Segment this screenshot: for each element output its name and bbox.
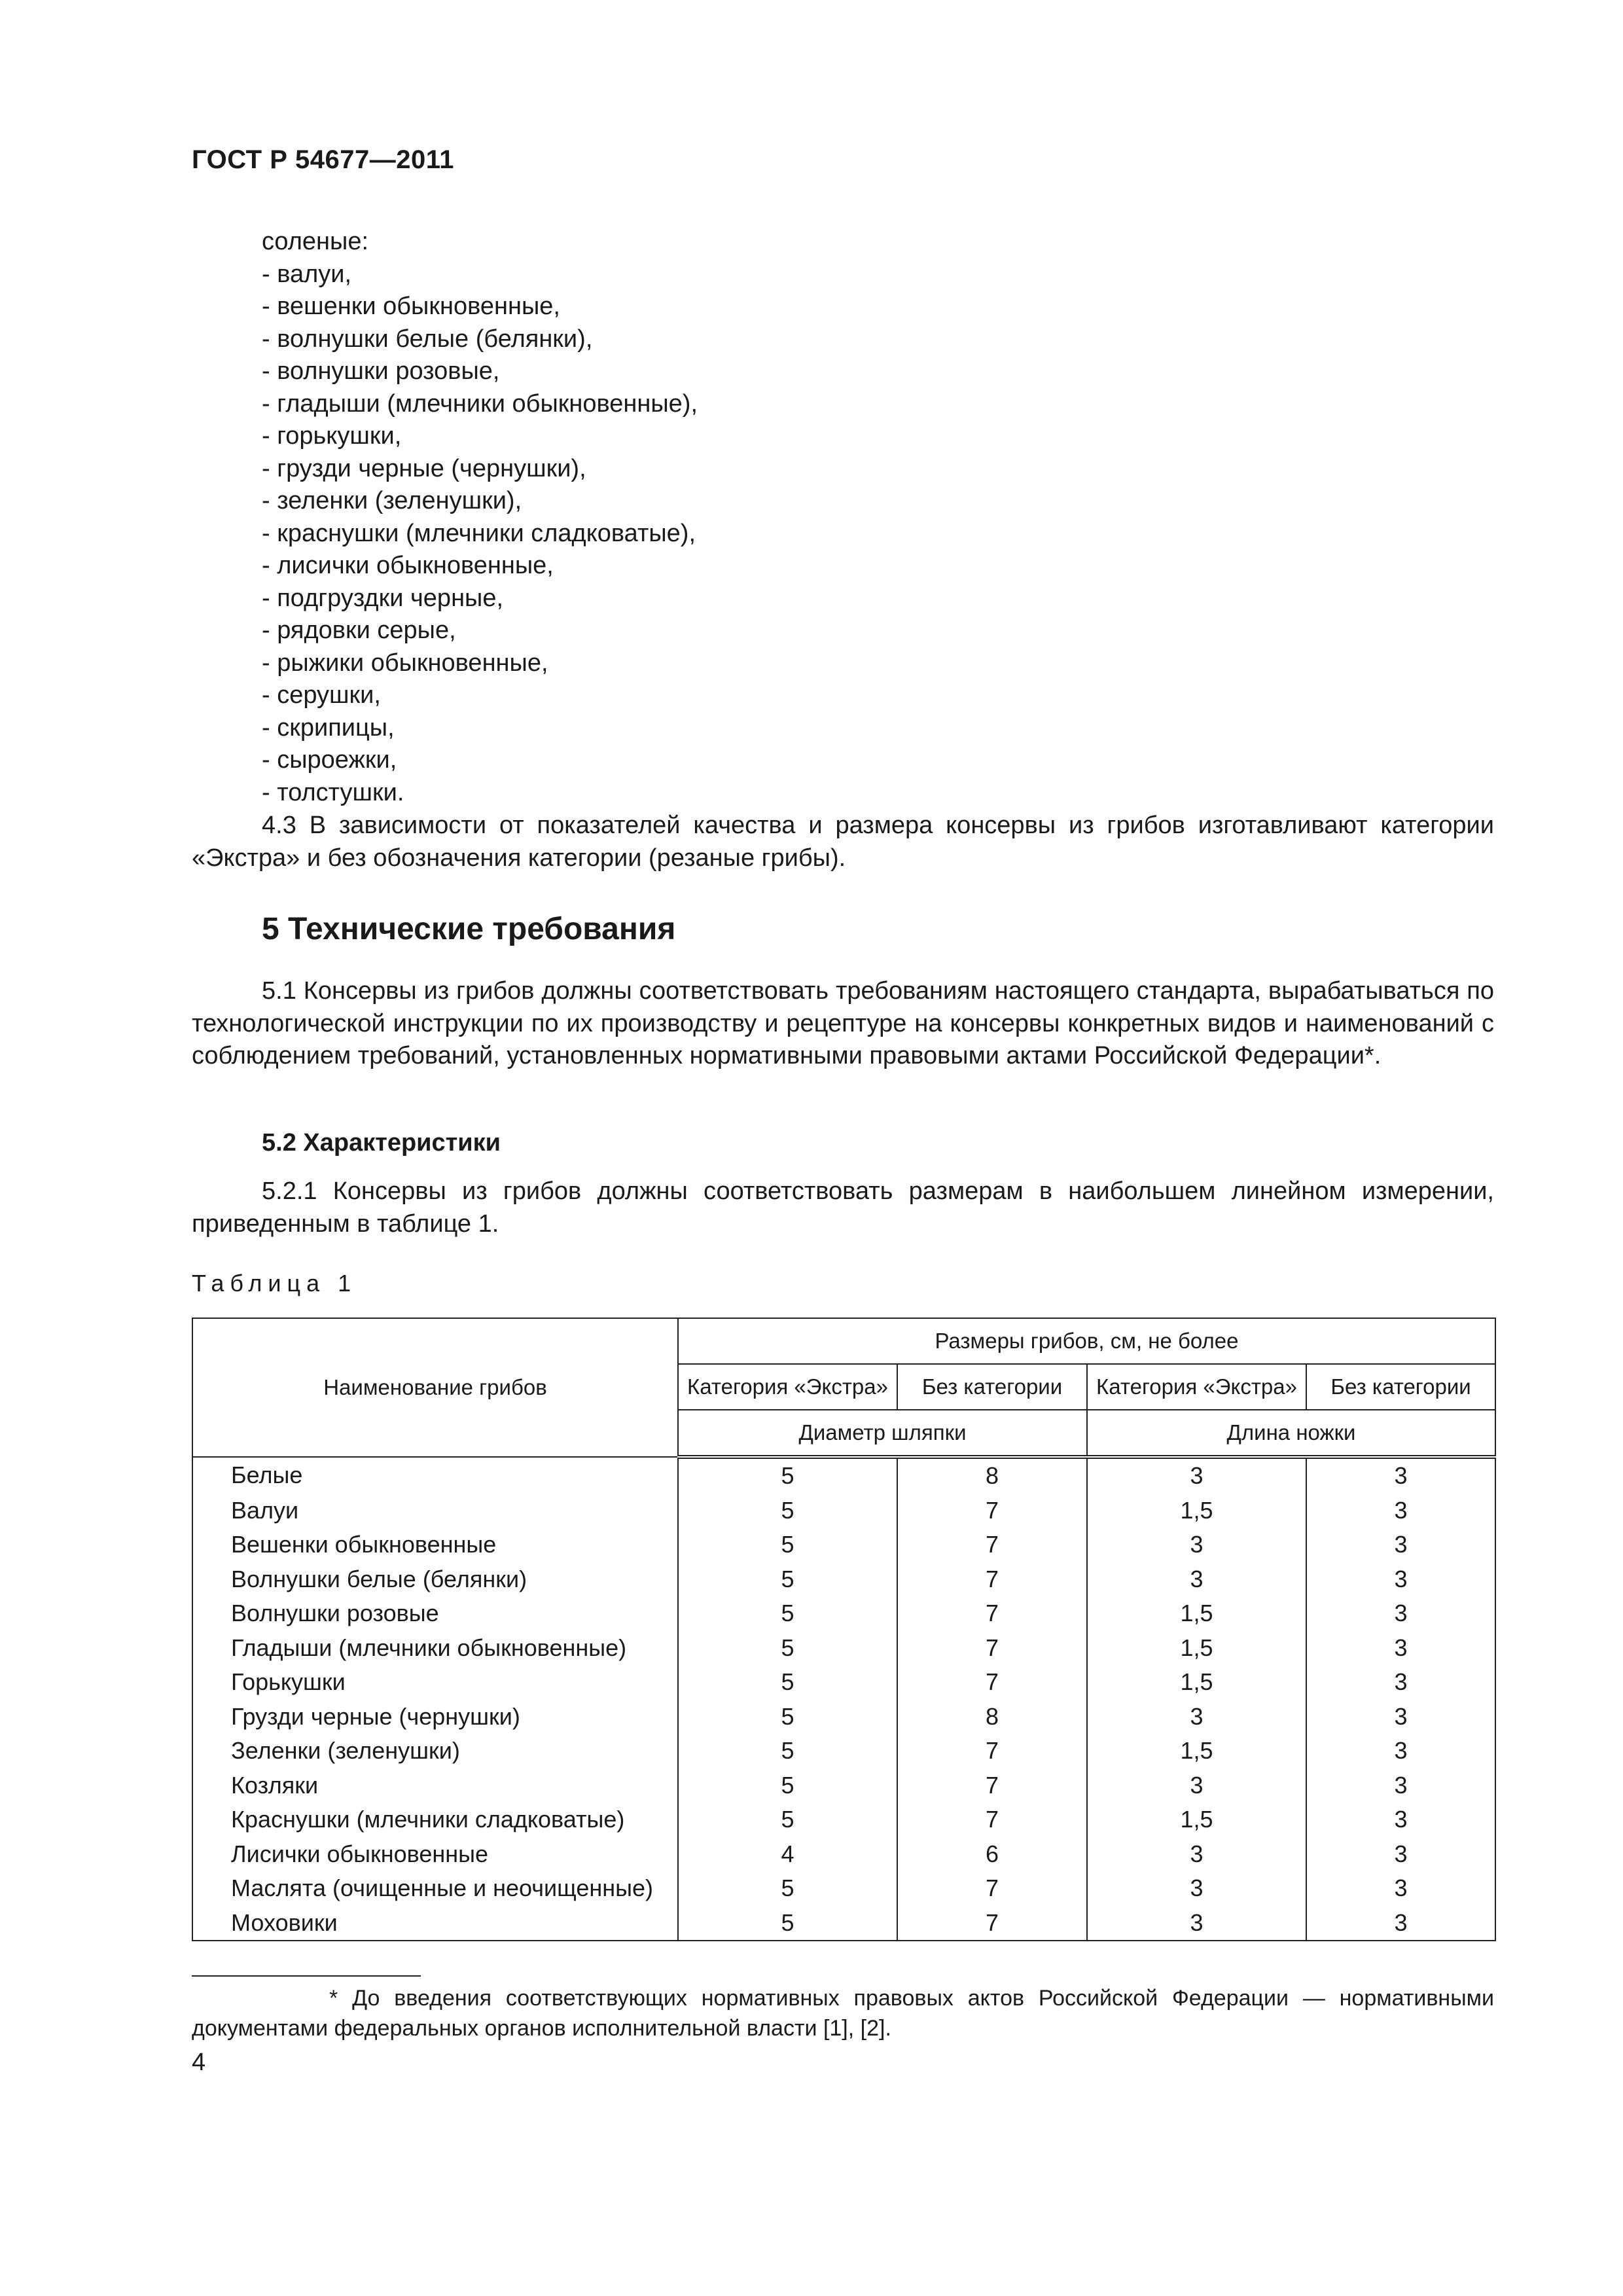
cell-size-value: 3 xyxy=(1306,1700,1495,1734)
cell-size-value: 5 xyxy=(678,1562,897,1597)
cell-mushroom-name: Волнушки розовые xyxy=(192,1596,678,1631)
cell-mushroom-name: Краснушки (млечники сладковатые) xyxy=(192,1803,678,1837)
cell-size-value: 5 xyxy=(678,1665,897,1700)
group-header-sizes: Размеры грибов, см, не более xyxy=(678,1318,1495,1364)
cell-size-value: 3 xyxy=(1306,1803,1495,1837)
cell-size-value: 3 xyxy=(1087,1562,1306,1597)
list-item: - скрипицы, xyxy=(262,713,395,742)
cell-mushroom-name: Моховики xyxy=(192,1906,678,1941)
cell-mushroom-name: Белые xyxy=(192,1457,678,1494)
header-category-extra: Категория «Экстра» xyxy=(1087,1364,1306,1410)
cell-size-value: 1,5 xyxy=(1087,1631,1306,1666)
cell-size-value: 7 xyxy=(897,1494,1087,1528)
paragraph-4-3: 4.3 В зависимости от показателей качества и размера консервы из грибов изготавливают категории «Экстра» и без обозначения категории (резаные грибы). xyxy=(192,812,1494,872)
list-item: - серушки, xyxy=(262,681,381,709)
cell-mushroom-name: Валуи xyxy=(192,1494,678,1528)
list-item: - лисички обыкновенные, xyxy=(262,552,554,579)
cell-size-value: 3 xyxy=(1306,1494,1495,1528)
table-row xyxy=(192,1562,1495,1597)
cell-mushroom-name: Горькушки xyxy=(192,1665,678,1700)
table-row xyxy=(192,1700,1495,1734)
table-row xyxy=(192,1528,1495,1562)
cell-size-value: 3 xyxy=(1306,1596,1495,1631)
cell-mushroom-name: Грузди черные (чернушки) xyxy=(192,1700,678,1734)
cell-size-value: 5 xyxy=(678,1596,897,1631)
cell-mushroom-name: Гладыши (млечники обыкновенные) xyxy=(192,1631,678,1666)
cell-size-value: 3 xyxy=(1306,1665,1495,1700)
cell-size-value: 5 xyxy=(678,1871,897,1906)
salted-mushroom-list xyxy=(262,226,698,809)
header-stem-length: Длина ножки xyxy=(1087,1410,1495,1457)
cell-size-value: 7 xyxy=(897,1734,1087,1768)
paragraph-5-1: 5.1 Консервы из грибов должны соответствовать требованиям настоящего стандарта, вырабатываться по технологической инструкции по их производству и рецептуре на консервы конкретных видов и наименований с соблюдением требований, установленных нормативными правовыми актами Российской Федерации*. xyxy=(192,977,1494,1069)
header-no-category: Без категории xyxy=(1306,1364,1495,1410)
cell-size-value: 5 xyxy=(678,1457,897,1494)
cell-size-value: 3 xyxy=(1087,1906,1306,1941)
cell-size-value: 3 xyxy=(1306,1734,1495,1768)
list-item: - вешенки обыкновенные, xyxy=(262,293,560,320)
list-item: - валуи, xyxy=(262,260,352,288)
cell-size-value: 1,5 xyxy=(1087,1665,1306,1700)
cell-size-value: 5 xyxy=(678,1700,897,1734)
list-item: - рыжики обыкновенные, xyxy=(262,649,548,677)
table-row xyxy=(192,1768,1495,1803)
cell-size-value: 3 xyxy=(1306,1528,1495,1562)
section-title: 5 Технические требования xyxy=(262,912,676,946)
cell-size-value: 7 xyxy=(897,1631,1087,1666)
cell-size-value: 5 xyxy=(678,1494,897,1528)
cell-size-value: 7 xyxy=(897,1562,1087,1597)
list-item: - гладыши (млечники обыкновенные), xyxy=(262,389,698,418)
cell-size-value: 3 xyxy=(1306,1631,1495,1666)
cell-size-value: 3 xyxy=(1087,1457,1306,1494)
table-caption: Таблица 1 xyxy=(192,1270,357,1297)
cell-mushroom-name: Лисички обыкновенные xyxy=(192,1837,678,1872)
header-no-category: Без категории xyxy=(897,1364,1087,1410)
subsection-title: 5.2 Характеристики xyxy=(262,1129,501,1157)
mushroom-size-table xyxy=(192,1318,1496,1941)
table-row xyxy=(192,1803,1495,1837)
column-header-name: Наименование грибов xyxy=(192,1318,678,1457)
table-row xyxy=(192,1665,1495,1700)
list-item: - волнушки розовые, xyxy=(262,357,500,385)
cell-size-value: 7 xyxy=(897,1665,1087,1700)
cell-size-value: 3 xyxy=(1306,1871,1495,1906)
cell-size-value: 7 xyxy=(897,1871,1087,1906)
list-item: - грузди черные (чернушки), xyxy=(262,454,586,482)
cell-size-value: 5 xyxy=(678,1631,897,1666)
cell-size-value: 7 xyxy=(897,1596,1087,1631)
cell-size-value: 7 xyxy=(897,1803,1087,1837)
table-body xyxy=(192,1457,1495,1941)
cell-size-value: 3 xyxy=(1087,1768,1306,1803)
cell-size-value: 3 xyxy=(1087,1700,1306,1734)
table-row xyxy=(192,1596,1495,1631)
cell-size-value: 1,5 xyxy=(1087,1803,1306,1837)
footnote: * До введения соответствующих нормативных правовых актов Российской Федерации — нормативными документами федеральных органов исполнительной власти [1], [2]. xyxy=(192,1986,1494,2041)
document-header: ГОСТ Р 54677—2011 xyxy=(192,145,454,174)
cell-size-value: 8 xyxy=(897,1700,1087,1734)
list-item: - зеленки (зеленушки), xyxy=(262,487,522,514)
cell-size-value: 7 xyxy=(897,1528,1087,1562)
paragraph-5-2-1: 5.2.1 Консервы из грибов должны соответствовать размерам в наибольшем линейном измерении, приведенным в таблице 1. xyxy=(192,1177,1494,1238)
list-item: - подгруздки черные, xyxy=(262,584,504,612)
cell-size-value: 1,5 xyxy=(1087,1596,1306,1631)
cell-size-value: 5 xyxy=(678,1768,897,1803)
list-item: - рядовки серые, xyxy=(262,617,456,644)
cell-size-value: 6 xyxy=(897,1837,1087,1872)
cell-mushroom-name: Зеленки (зеленушки) xyxy=(192,1734,678,1768)
cell-size-value: 1,5 xyxy=(1087,1734,1306,1768)
cell-size-value: 5 xyxy=(678,1906,897,1941)
header-category-extra: Категория «Экстра» xyxy=(678,1364,897,1410)
header-cap-diameter: Диаметр шляпки xyxy=(678,1410,1087,1457)
cell-size-value: 5 xyxy=(678,1528,897,1562)
cell-mushroom-name: Маслята (очищенные и неочищенные) xyxy=(192,1871,678,1906)
cell-size-value: 3 xyxy=(1306,1457,1495,1494)
cell-size-value: 3 xyxy=(1306,1562,1495,1597)
cell-size-value: 7 xyxy=(897,1906,1087,1941)
list-heading: соленые: xyxy=(262,228,369,255)
list-item: - горькушки, xyxy=(262,422,402,450)
cell-size-value: 3 xyxy=(1306,1906,1495,1941)
cell-size-value: 3 xyxy=(1306,1837,1495,1872)
table-row xyxy=(192,1457,1495,1494)
table-row xyxy=(192,1871,1495,1906)
footnote-separator xyxy=(192,1975,421,1977)
cell-size-value: 5 xyxy=(678,1803,897,1837)
table-row xyxy=(192,1631,1495,1666)
cell-size-value: 3 xyxy=(1087,1837,1306,1872)
cell-size-value: 7 xyxy=(897,1768,1087,1803)
list-item: - сыроежки, xyxy=(262,746,397,774)
cell-mushroom-name: Волнушки белые (белянки) xyxy=(192,1562,678,1597)
cell-size-value: 1,5 xyxy=(1087,1494,1306,1528)
cell-mushroom-name: Вешенки обыкновенные xyxy=(192,1528,678,1562)
list-item: - краснушки (млечники сладковатые), xyxy=(262,519,696,547)
list-item: - волнушки белые (белянки), xyxy=(262,325,593,353)
cell-size-value: 3 xyxy=(1306,1768,1495,1803)
cell-size-value: 3 xyxy=(1087,1528,1306,1562)
table-row xyxy=(192,1734,1495,1768)
table-row xyxy=(192,1906,1495,1941)
cell-size-value: 8 xyxy=(897,1457,1087,1494)
cell-mushroom-name: Козляки xyxy=(192,1768,678,1803)
page-number: 4 xyxy=(192,2049,206,2076)
table-row xyxy=(192,1837,1495,1872)
cell-size-value: 5 xyxy=(678,1734,897,1768)
table-row xyxy=(192,1494,1495,1528)
cell-size-value: 3 xyxy=(1087,1871,1306,1906)
cell-size-value: 4 xyxy=(678,1837,897,1872)
list-item: - толстушки. xyxy=(262,778,404,806)
